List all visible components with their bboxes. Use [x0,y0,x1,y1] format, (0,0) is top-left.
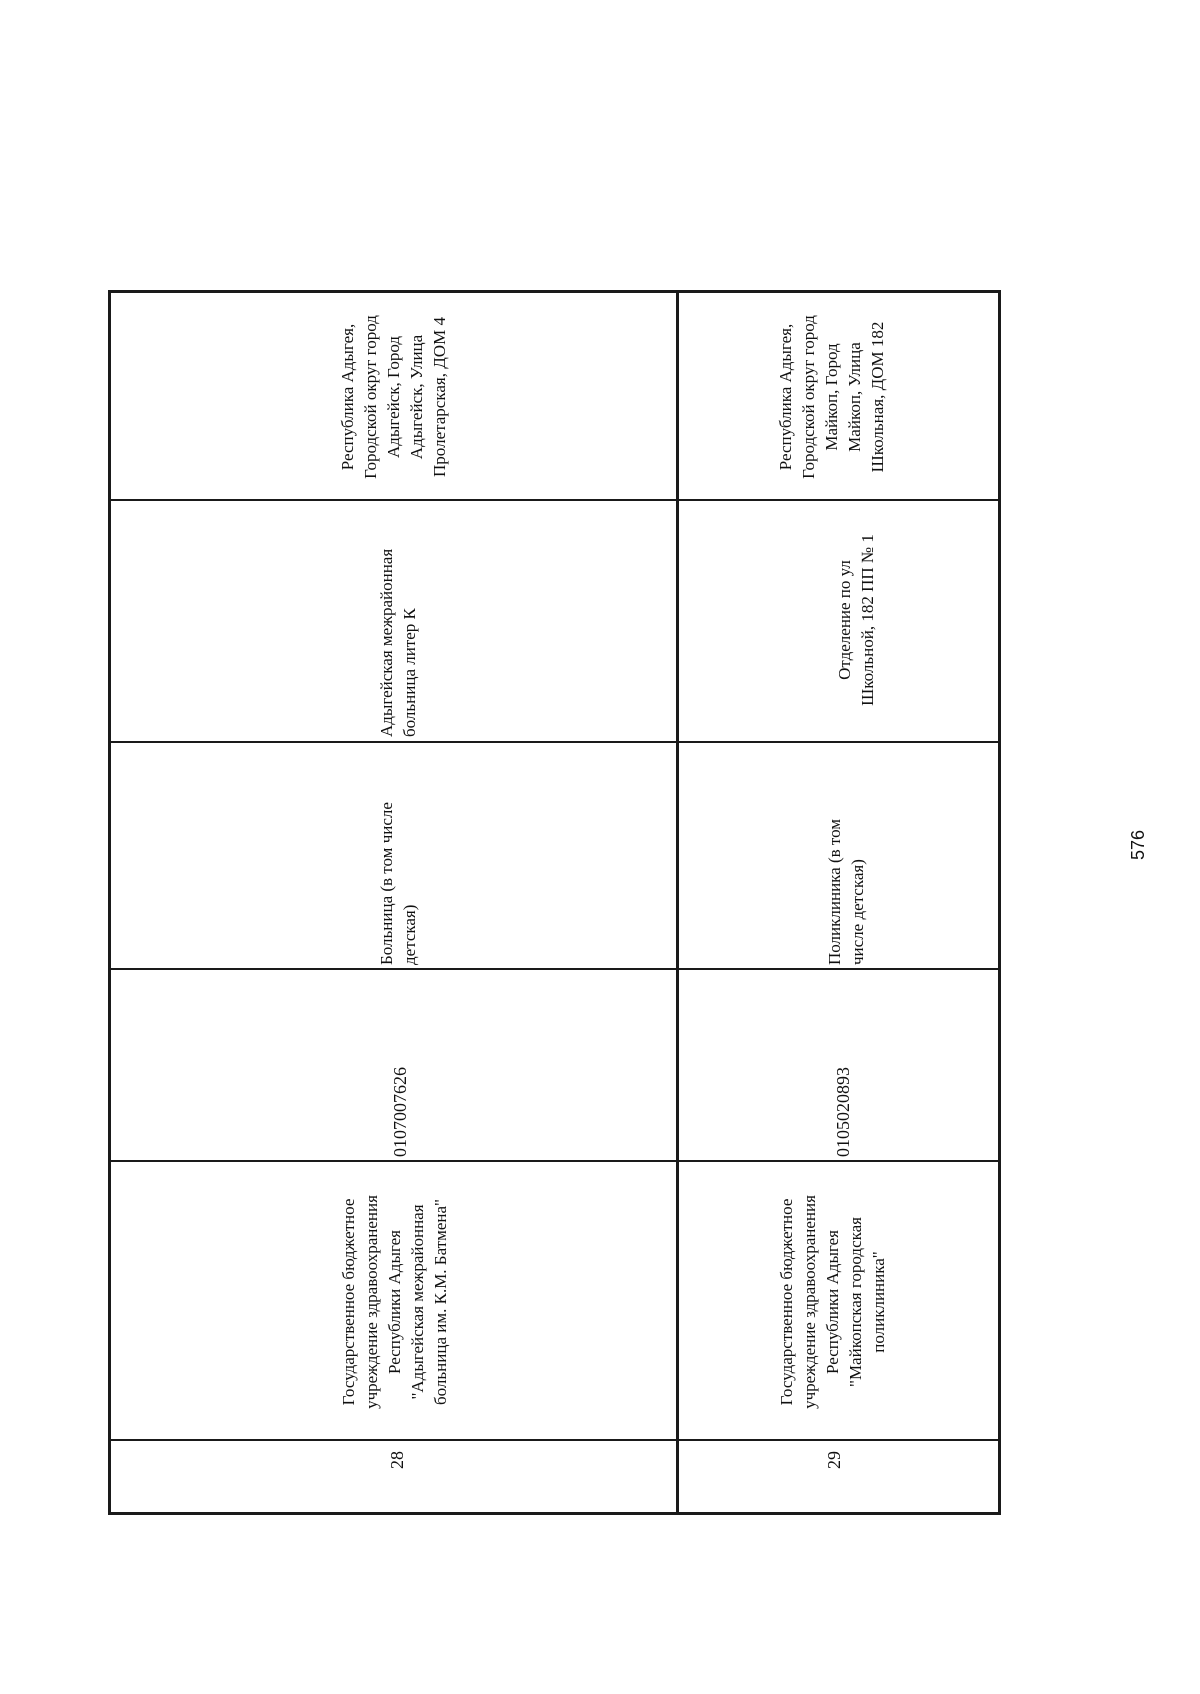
row-28-number: 28 [387,1451,407,1469]
row-29-inn: 0105020893 [833,1067,853,1157]
page-number: 576 [1128,829,1148,860]
row-divider [676,293,679,1512]
row-29-organization: Государственное бюджетное учреждение здравоохранения Республики Адыгея "Майкопская городская поликлиника" [777,1195,888,1409]
column-divider [111,499,998,501]
row-29-address: Республика Адыгея, Городской округ город Майкоп, Город Майкоп, Улица Школьная, ДОМ 182 [776,315,887,479]
row-28-facility: Адыгейская межрайонная больница литер К [377,548,419,737]
column-divider [111,968,998,970]
data-table [108,290,1001,1515]
row-28-address: Республика Адыгея, Городской округ город Адыгейск, Город Адыгейск, Улица Пролетарская, ДОМ 4 [338,315,449,479]
row-29-facility: Отделение по ул Школьной, 182 ПП № 1 [835,534,877,706]
number-cell-divider [111,1439,998,1441]
row-29-number: 29 [824,1451,844,1469]
column-divider [111,1160,998,1162]
row-28-organization: Государственное бюджетное учреждение здравоохранения Республики Адыгея "Адыгейская межрайонная больница им. К.М. Батмена" [339,1195,450,1409]
column-divider [111,741,998,743]
row-28-inn: 0107007626 [390,1067,410,1157]
row-29-type: Поликлиника (в том числе детская) [825,818,867,965]
row-28-type: Больница (в том числе детская) [377,802,419,965]
